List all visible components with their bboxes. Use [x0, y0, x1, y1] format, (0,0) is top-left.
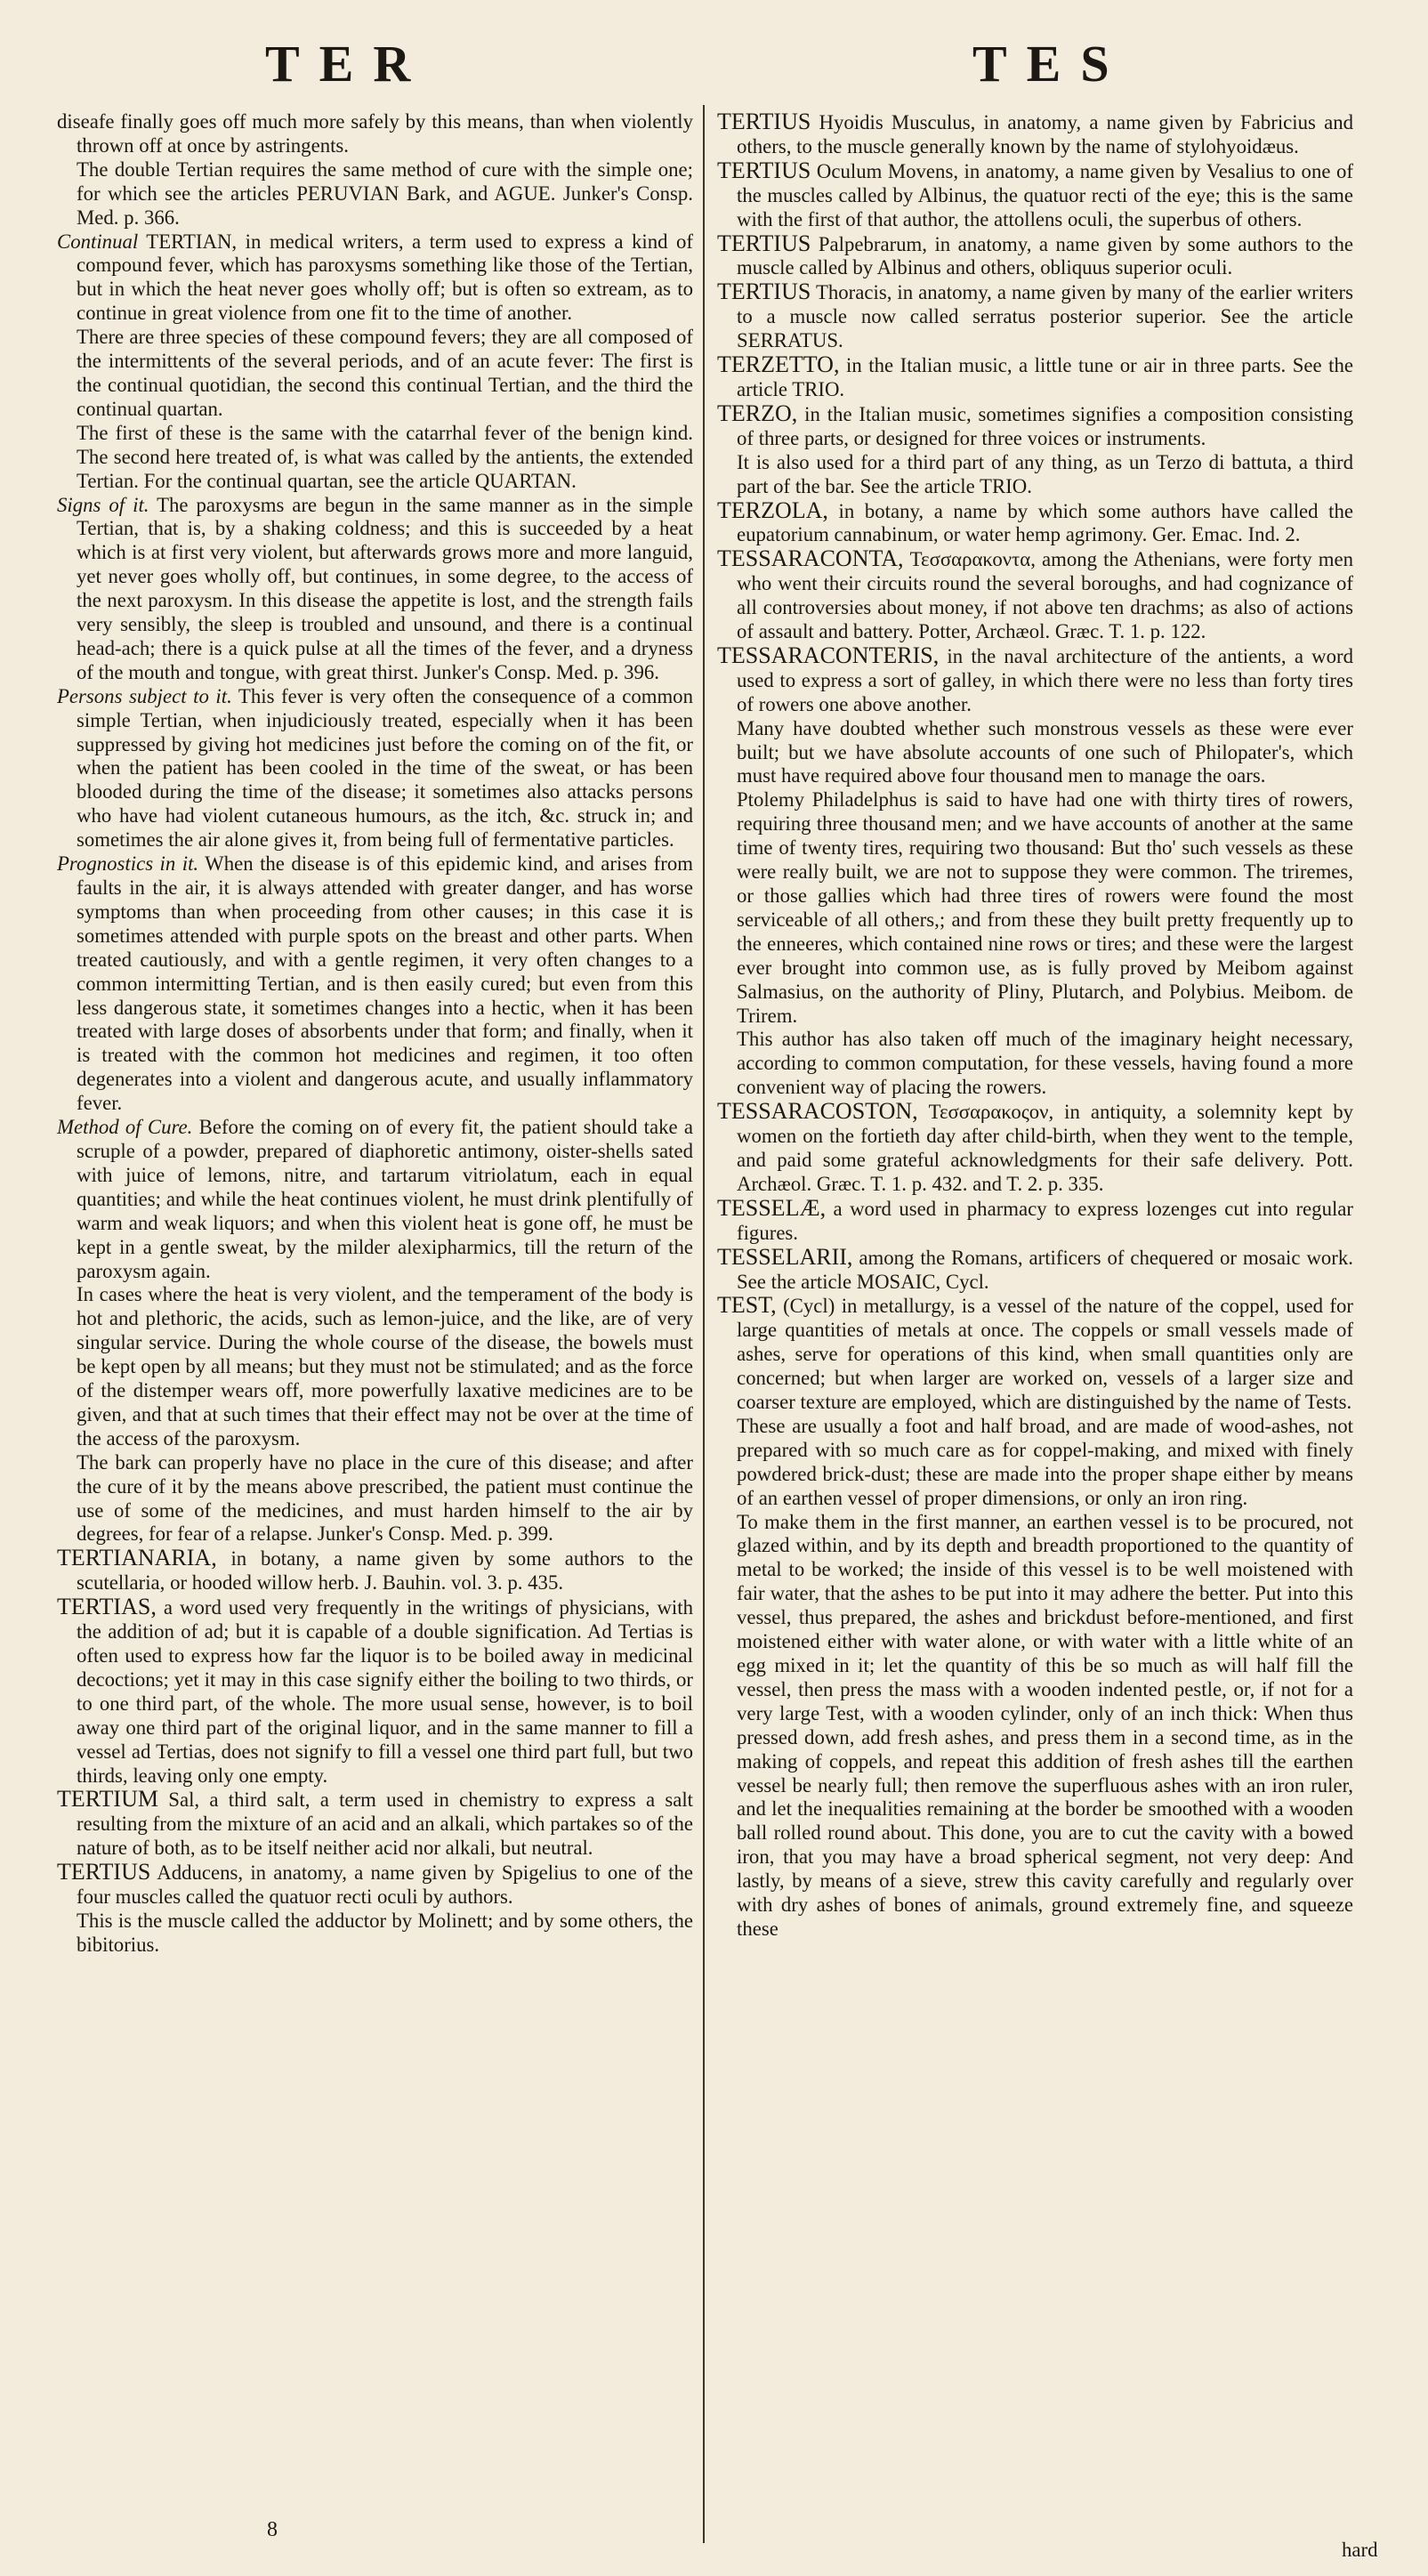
dictionary-entry: [717, 1100, 1353, 1197]
entry-headword: TESSARACOSTON,: [717, 1098, 918, 1125]
dictionary-entry: [57, 1861, 693, 1910]
entry-text: The first of these is the same with the catarrhal fever of the benign kind. The second here treated of, is what was called by the antients, the extended Tertian. For the continual quartan, see the article QUARTAN.: [77, 421, 693, 492]
entry-text: diseafe finally goes off much more safely by this means, than when violently thrown off at once by astringents.: [57, 110, 693, 157]
entry-lead: Persons subject to it.: [57, 684, 232, 707]
dictionary-entry: [717, 1294, 1353, 1415]
dictionary-entry: [57, 230, 693, 327]
entry-headword: TESSELARII,: [717, 1243, 853, 1270]
paragraph: [717, 1511, 1353, 1942]
entry-headword: TESSARACONTA,: [717, 545, 904, 572]
entry-text: Oculum Movens, in anatomy, a name given by Vesalius to one of the muscles called by Albinus, the quatuor recti of the eye; this is the same with the first of that author, the attollens oculi, the superbus of others.: [737, 159, 1353, 230]
dictionary-entry: [57, 494, 693, 685]
entry-text: in botany, a name by which some authors have called the eupatorium cannabinum, or water hemp agrimony. Ger. Emac. Ind. 2.: [737, 499, 1353, 546]
entry-text: a word used in pharmacy to express lozenges cut into regular figures.: [737, 1197, 1354, 1244]
paragraph: [57, 110, 693, 158]
dictionary-entry: [717, 402, 1353, 451]
entry-text: The bark can properly have no place in the cure of this disease; and after the cure of it by the means above prescribed, the patient must continue the use of some of the medicines, and must harden himself to the air by degrees, for fear of a relapse. Junker's Consp. Med. p. 399.: [77, 1450, 693, 1546]
dictionary-entry: [717, 1243, 1353, 1295]
dictionary-entry: [717, 232, 1353, 281]
signature-mark: 8: [267, 2518, 278, 2541]
entry-headword: TEST,: [717, 1292, 777, 1319]
entry-text: To make them in the first manner, an earthen vessel is to be procured, not glazed within, and by its depth and breadth proportioned to the quantity of metal to be worked; the inside of this vessel is to be well moistened with fair water, that the ashes to be put into it may adhere the better. Put into this vessel, thus prepared, the ashes and brickdust before-mentioned, and first moistened either with water alone, or with water with a little white of an egg mixed in it; let the quantity of this be so much as will half fill the vessel, then press the mass with a wooden indented pestle, or, if not for a very large Test, with a wooden cylinder, only of an inch thick: When thus pressed down, add fresh ashes, and press them in a second time, as in the making of coppels, and repeat this addition of fresh ashes till the earthen vessel be nearly full; then remove the superfluous ashes with an iron ruler, and let the inequalities remaining at the border be smoothed with a wooden ball rolled round about. This done, you are to cut the cavity with a bowed iron, that you may have a broad spherical segment, not very deep: And lastly, by means of a sieve, strew this cavity carefully and regularly over with dry ashes of bones of animals, ground extremely fine, and squeeze these: [737, 1510, 1353, 1940]
dictionary-entry: [717, 280, 1353, 353]
entry-text: Many have doubted whether such monstrous vessels as these were ever built; but we have absolute accounts of one such of Philopater's, which must have required above four thousand men to manage the oars.: [737, 716, 1353, 787]
dictionary-entry: [57, 1116, 693, 1283]
entry-text: There are three species of these compound fevers; they are all composed of the intermittents of the several periods, and of an acute fever: The first is the continual quotidian, the second this continual Tertian, and the third the continual quartan.: [77, 326, 693, 420]
entry-text: In cases where the heat is very violent, and the temperament of the body is hot and plethoric, the acids, such as lemon-juice, and the like, are of very singular service. During the whole course of the disease, the bowels must be kept open by all means; but they must not be stimulated; and as the force of the distemper wears off, more powerfully laxative medicines are to be given, and that at such times that their effect may not be over at the time of the access of the paroxysm.: [77, 1283, 693, 1450]
entry-text: Before the coming on of every fit, the patient should take a scruple of a powder, prepared of diaphoretic antimony, oister-shells sated with juice of lemons, nitre, and tartarum vitriolatum, each in equal quantities; and while the heat continues violent, he must drink plentifully of warm and weak liquors; and when this violent heat is gone off, he must be kept in a gentle sweat, by the milder alexipharmics, till the return of the paroxysm again.: [77, 1116, 694, 1282]
entry-text: Sal, a third salt, a term used in chemistry to express a salt resulting from the mixture of an acid and an alkali, which partakes so of the nature of both, as to be itself neither acid nor alkali, but neutral.: [77, 1789, 694, 1860]
paragraph: [717, 451, 1353, 499]
dictionary-entry: [57, 685, 693, 852]
paragraph: [57, 422, 693, 494]
entry-text: Adducens, in anatomy, a name given by Spigelius to one of the four muscles called the quatuor recti oculi by authors.: [77, 1861, 693, 1909]
dictionary-entry: [57, 1788, 693, 1861]
entry-text: in the naval architecture of the antients, a word used to express a sort of galley, in which there were no less than forty tires of rowers one above another.: [737, 644, 1353, 715]
entry-text: The paroxysms are begun in the same manner as in the simple Tertian, that is, by a shaking coldness; and this is succeeded by a heat which is at first very violent, but afterwards grows more and more languid, yet never goes wholly off, but continues, in some degree, to the access of the next paroxysm. In this disease the appetite is lost, and the strength fails very sensibly, the sleep is troubled and unsound, and there is a continual head-ach; there is a quick pulse at all the times of the fever, and a dryness of the mouth and tongue, with great thirst. Junker's Consp. Med. p. 396.: [77, 493, 693, 683]
entry-text: This is the muscle called the adductor by Molinett; and by some others, the bibitorius.: [77, 1909, 693, 1956]
entry-text: Τεσσαρακοντα, among the Athenians, were forty men who went their circuits round the several boroughs, and had cognizance of all controversies about money, if not above ten drachms; as also of actions of assault and battery. Potter, Archæol. Græc. T. 1. p. 122.: [737, 548, 1353, 643]
entry-text: Thoracis, in anatomy, a name given by many of the earlier writers to a muscle now called serratus posterior superior. See the article SERRATUS.: [737, 281, 1353, 352]
paragraph: [717, 717, 1353, 789]
entry-headword: TERTIUS: [717, 109, 811, 134]
paragraph: [57, 326, 693, 422]
entry-text: TERTIAN, in medical writers, a term used to express a kind of compound fever, which has paroxysms something like those of the Tertian, but in which the heat never goes wholly off; but is often so extream, as to continue in great violence from one fit to the time of another.: [77, 230, 693, 325]
catchword: hard: [1342, 2539, 1378, 2561]
dictionary-entry: [717, 1194, 1354, 1246]
entry-text: It is also used for a third part of any thing, as un Terzo di battuta, a third part of the bar. See the article TRIO.: [737, 450, 1353, 497]
entry-text: This fever is very often the consequence of a common simple Tertian, when injudiciously treated, especially when it has been suppressed by giving hot medicines just before the coming on of the fit, or when the patient has been cooled in the time of the sweat, or has been blooded during the time of the disease; it sometimes also attacks persons who have had violent cutaneous humours, as the itch, &c. struck in; and sometimes the air alone gives it, from being full of fermentative particles.: [77, 684, 693, 852]
entry-lead: Prognostics in it.: [57, 852, 199, 876]
paragraph: [57, 1451, 693, 1547]
entry-text: Palpebrarum, in anatomy, a name given by some authors to the muscle called by Albinus and others, obliquus superior oculi.: [737, 232, 1353, 279]
entry-text: a word used very frequently in the writings of physicians, with the addition of ad; but it is capable of a double signification. Ad Tertias is often used to express how far the liquor is to be boiled away in medicinal decoctions; yet it may in this case signify either the boiling to two thirds, or to one third part, of the whole. The more usual sense, however, is to boil away one third part of the original liquor, and in the same manner to fill a vessel ad Tertias, does not signify to fill a vessel one third part full, but two thirds, leaving only one empty.: [77, 1596, 694, 1787]
entry-text: among the Romans, artificers of chequered or mosaic work. See the article MOSAIC, Cycl.: [737, 1246, 1353, 1293]
entry-headword: TERTIUM: [57, 1786, 158, 1813]
dictionary-entry: [57, 1546, 693, 1595]
running-head-right: TES: [972, 35, 1129, 93]
entry-headword: TERZO,: [717, 400, 798, 426]
dictionary-entry: [717, 110, 1353, 159]
dictionary-entry: [57, 852, 693, 1116]
entry-text: Τεσσαρακοςον, in antiquity, a solemnity kept by women on the fortieth day after child-birth, when they went to the temple, and paid some grateful acknowledgments for their safe delivery. Pott. Archæol. Græc. T. 1. p. 432. and T. 2. p. 335.: [737, 1101, 1353, 1195]
dictionary-entry: [717, 353, 1353, 402]
entry-headword: TERTIUS: [717, 279, 811, 305]
entry-headword: TERTIUS: [717, 157, 811, 183]
right-column: [717, 110, 1353, 1942]
entry-text: in the Italian music, sometimes signifies a composition consisting of three parts, or designed for three voices or instruments.: [737, 402, 1353, 449]
paragraph: [57, 158, 693, 230]
paragraph: [717, 1028, 1353, 1100]
paragraph: [57, 1910, 693, 1958]
entry-headword: TERZETTO,: [717, 351, 840, 378]
paragraph: [717, 788, 1353, 1028]
entry-headword: TESSELÆ,: [717, 1194, 827, 1221]
entry-headword: TERZOLA,: [717, 497, 828, 523]
entry-headword: TERTIUS: [717, 230, 811, 256]
entry-headword: TERTIAS,: [57, 1594, 157, 1620]
paragraph: [57, 1283, 693, 1450]
left-column: [57, 110, 693, 1958]
entry-lead: Method of Cure.: [57, 1116, 193, 1139]
entry-headword: TERTIANARIA,: [57, 1545, 217, 1571]
entry-text: The double Tertian requires the same method of cure with the simple one; for which see the articles PERUVIAN Bark, and AGUE. Junker's Consp. Med. p. 366.: [77, 157, 693, 229]
dictionary-entry: [57, 1595, 693, 1788]
entry-text: in the Italian music, a little tune or air in three parts. See the article TRIO.: [737, 354, 1353, 400]
entry-headword: TESSARACONTERIS,: [717, 642, 940, 668]
entry-lead: Continual: [57, 230, 139, 253]
entry-headword: TERTIUS: [57, 1859, 151, 1886]
entry-text: Ptolemy Philadelphus is said to have had one with thirty tires of rowers, requiring three thousand men; and we have accounts of another at the same time of twenty tires, requiring two thousand: But tho' such vessels as these were really built, we are not to suppose they were common. The triremes, or those gallies which had three tires of rowers were found the most serviceable of all others,; and from these they built pretty frequently up to the enneeres, which contained nine rows or tires; and these were the largest ever brought into common use, as is fully proved by Meibom against Salmasius, on the authority of Pliny, Plutarch, and Polybius. Meibom. de Trirem.: [737, 788, 1353, 1027]
entry-text: in botany, a name given by some authors to the scutellaria, or hooded willow herb. J. Bauhin. vol. 3. p. 435.: [77, 1547, 693, 1595]
entry-lead: Signs of it.: [57, 493, 149, 516]
running-head-left: TER: [265, 35, 431, 93]
entry-text: This author has also taken off much of the imaginary height necessary, according to common computation, for these vessels, having found a more convenient way of placing the rowers.: [737, 1028, 1353, 1099]
paragraph: [717, 1415, 1353, 1511]
entry-text: When the disease is of this epidemic kind, and arises from faults in the air, it is always attended with greater danger, and has worse symptoms than when proceeding from other causes; in this case it is sometimes attended with purple spots on the breast and other parts. When treated cautiously, and with a gentle regimen, it very often changes to a common intermitting Tertian, and is then easily cured; but even from this less dangerous state, it sometimes changes into a hectic, when it has been treated with large doses of absorbents under that form; and finally, when it is treated with the common hot medicines and regimen, it too often degenerates into a violent and dangerous acute, and usually inflammatory fever.: [77, 852, 693, 1115]
dictionary-entry: [717, 499, 1353, 548]
entry-text: These are usually a foot and half broad, and are made of wood-ashes, not prepared with so much care as for coppel-making, and mixed with finely powdered brick-dust; these are made into the proper shape either by means of an earthen vessel of proper dimensions, or only an iron ring.: [737, 1414, 1353, 1509]
column-rule: [703, 105, 705, 2543]
entry-text: Hyoidis Musculus, in anatomy, a name given by Fabricius and others, to the muscle generally known by the name of stylohyoidæus.: [737, 111, 1353, 157]
dictionary-entry: [717, 547, 1353, 644]
entry-text: (Cycl) in metallurgy, is a vessel of the nature of the coppel, used for large quantities of metals at once. The coppels or small vessels made of ashes, serve for operations of this kind, when small quantities only are concerned; but when larger are worked on, vessels of a larger size and coarser texture are employed, which are distinguished by the name of Tests.: [737, 1295, 1354, 1414]
dictionary-entry: [717, 159, 1353, 232]
dictionary-entry: [717, 644, 1353, 717]
